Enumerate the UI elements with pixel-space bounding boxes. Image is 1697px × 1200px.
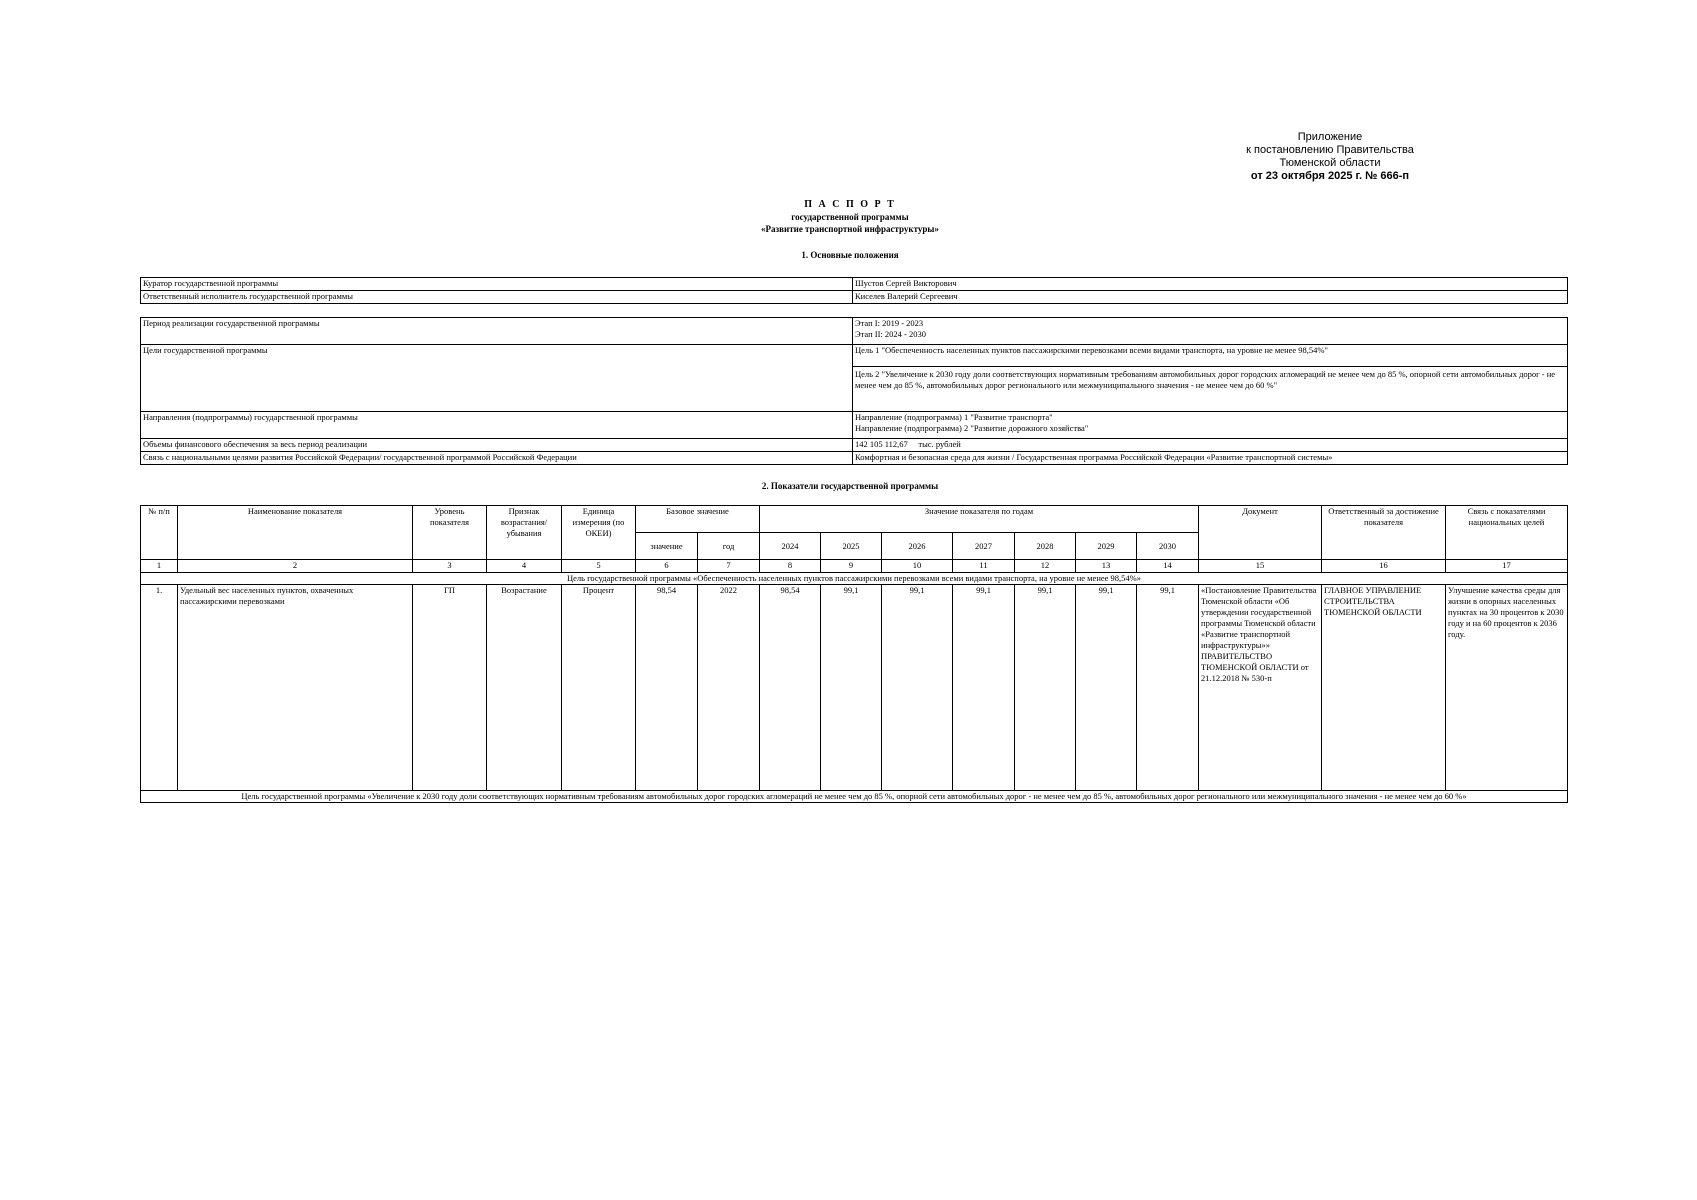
- indicator-unit: Процент: [562, 585, 636, 791]
- section1-title: 1. Основные положения: [801, 250, 899, 260]
- column-number: 7: [698, 560, 760, 573]
- directions-label: Направления (подпрограммы) государственной программы: [141, 412, 853, 439]
- funding-label: Объемы финансового обеспечения за весь период реализации: [141, 439, 853, 452]
- col-header-num: № п/п: [141, 506, 178, 560]
- column-number: 8: [760, 560, 821, 573]
- base-value: 98,54: [636, 585, 698, 791]
- goals-row: [141, 345, 1568, 412]
- program-name: «Развитие транспортной инфраструктуры»: [761, 224, 939, 234]
- column-number: 11: [953, 560, 1015, 573]
- directions-row: [141, 412, 1568, 439]
- goals-label: Цели государственной программы: [141, 345, 853, 412]
- col-header-year: 2027: [953, 533, 1015, 560]
- indicator-name: Удельный вес населенных пунктов, охваченных пассажирскими перевозками: [178, 585, 413, 791]
- col-header-responsible: Ответственный за достижение показателя: [1322, 506, 1446, 560]
- column-number: 6: [636, 560, 698, 573]
- col-header-year: 2029: [1076, 533, 1137, 560]
- goal-2-heading: Цель государственной программы «Увеличение к 2030 году доли соответствующих нормативным требованиям автомобильных дорог городских агломераций не менее чем до 85 %, опорной сети автомобильных дорог - не менее чем до 85 %, автомобильных дорог регионального или межмуниципального значения - не менее чем до 60 %»: [141, 791, 1568, 803]
- executor-value: Киселев Валерий Сергеевич: [853, 291, 1568, 304]
- curator-value: Шустов Сергей Викторович: [853, 278, 1568, 291]
- col-header-year: 2030: [1137, 533, 1199, 560]
- column-number: 4: [487, 560, 562, 573]
- national-link-label: Связь с национальными целями развития Российской Федерации/ государственной программой Российской Федерации: [141, 452, 853, 465]
- period-stage: Этап I: 2019 - 2023: [855, 318, 924, 328]
- year-value: 99,1: [882, 585, 953, 791]
- year-value: 99,1: [1137, 585, 1199, 791]
- funding-row: [141, 439, 1568, 452]
- executor-row: [141, 291, 1568, 304]
- goal-2: Цель 2 "Увеличение к 2030 году доли соответствующих нормативным требованиям автомобильных дорог городских агломераций не менее чем до 85 %, опорной сети автомобильных дорог - не менее чем до 85 %, автомобильных дорог регионального или межмуниципального значения - не менее чем до 60 %": [855, 369, 1556, 390]
- funding-value: 142 105 112,67 тыс. рублей: [853, 439, 1568, 452]
- column-number: 17: [1446, 560, 1568, 573]
- col-header-sign: Признак возрастания/ убывания: [487, 506, 562, 560]
- column-number: 1: [141, 560, 178, 573]
- appendix-line: Приложение: [1297, 131, 1363, 143]
- period-value: [853, 318, 1568, 345]
- goal-1-row: [141, 573, 1568, 585]
- col-header-base: Базовое значение: [636, 506, 760, 533]
- goal-1-heading: Цель государственной программы «Обеспеченность населенных пунктов пассажирскими перевозками всеми видами транспорта, на уровне не менее 98,54%»: [141, 573, 1568, 585]
- program-info-table: [140, 317, 1568, 465]
- column-number: 10: [882, 560, 953, 573]
- col-header-base-value: значение: [636, 533, 698, 560]
- passport-title-block: [600, 198, 1100, 235]
- year-value: 99,1: [821, 585, 882, 791]
- national-link-cell: Улучшение качества среды для жизни в опорных населенных пунктах на 30 процентов к 2030 году и на 60 процентов к 2036 году.: [1446, 585, 1568, 791]
- indicator-level: ГП: [413, 585, 487, 791]
- national-link-row: [141, 452, 1568, 465]
- col-header-by-years: Значение показателя по годам: [760, 506, 1199, 533]
- year-value: 98,54: [760, 585, 821, 791]
- col-header-level: Уровень показателя: [413, 506, 487, 560]
- column-number: 9: [821, 560, 882, 573]
- year-value: 99,1: [1015, 585, 1076, 791]
- curator-row: [141, 278, 1568, 291]
- col-header-year: 2028: [1015, 533, 1076, 560]
- passport-title: П А С П О Р Т: [804, 199, 896, 210]
- column-number: 13: [1076, 560, 1137, 573]
- period-row: [141, 318, 1568, 345]
- appendix-date: от 23 октября 2025 г. № 666-п: [1250, 170, 1410, 182]
- column-numbers-row: [141, 560, 1568, 573]
- col-header-name: Наименование показателя: [178, 506, 413, 560]
- column-number: 5: [562, 560, 636, 573]
- section2-title: 2. Показатели государственной программы: [761, 481, 939, 491]
- base-year: 2022: [698, 585, 760, 791]
- year-value: 99,1: [1076, 585, 1137, 791]
- row-num: 1.: [141, 585, 178, 791]
- direction-item: Направление (подпрограмма) 2 "Развитие дорожного хозяйства": [855, 423, 1089, 433]
- goal-2-row: [141, 791, 1568, 803]
- period-label: Период реализации государственной программы: [141, 318, 853, 345]
- indicators-table: [140, 505, 1568, 803]
- curator-label: Куратор государственной программы: [141, 278, 853, 291]
- col-header-year: 2025: [821, 533, 882, 560]
- column-number: 12: [1015, 560, 1076, 573]
- column-number: 2: [178, 560, 413, 573]
- column-number: 14: [1137, 560, 1199, 573]
- direction-item: Направление (подпрограмма) 1 "Развитие транспорта": [855, 412, 1053, 422]
- directions-value: [853, 412, 1568, 439]
- executor-label: Ответственный исполнитель государственной программы: [141, 291, 853, 304]
- responsible-cell: ГЛАВНОЕ УПРАВЛЕНИЕ СТРОИТЕЛЬСТВА ТЮМЕНСКОЙ ОБЛАСТИ: [1322, 585, 1446, 791]
- goals-value: [853, 345, 1568, 412]
- col-header-unit: Единица измерения (по ОКЕИ): [562, 506, 636, 560]
- col-header-base-year: год: [698, 533, 760, 560]
- column-number: 15: [1199, 560, 1322, 573]
- document-cell: «Постановление Правительства Тюменской области «Об утверждении государственной программы Тюменской области «Развитие транспортной инфраструктуры»» ПРАВИТЕЛЬСТВО ТЮМЕНСКОЙ ОБЛАСТИ от 21.12.2018 № 530-п: [1199, 585, 1322, 791]
- col-header-link: Связь с показателями национальных целей: [1446, 506, 1568, 560]
- national-link-value: Комфортная и безопасная среда для жизни / Государственная программа Российской Федерации «Развитие транспортной системы»: [853, 452, 1568, 465]
- appendix-header: [1140, 131, 1520, 183]
- year-value: 99,1: [953, 585, 1015, 791]
- appendix-line: Тюменской области: [1279, 157, 1381, 169]
- col-header-year: 2024: [760, 533, 821, 560]
- goal-divider: [853, 366, 1567, 367]
- period-stage: Этап II: 2024 - 2030: [855, 329, 926, 339]
- header-row: [141, 506, 1568, 533]
- column-number: 16: [1322, 560, 1446, 573]
- goal-1: Цель 1 "Обеспеченность населенных пунктов пассажирскими перевозками всеми видами транспорта, на уровне не менее 98,54%": [855, 345, 1328, 355]
- indicator-sign: Возрастание: [487, 585, 562, 791]
- curator-table: [140, 277, 1568, 304]
- col-header-year: 2026: [882, 533, 953, 560]
- passport-subtitle: государственной программы: [791, 212, 909, 222]
- table-row: [141, 585, 1568, 791]
- col-header-document: Документ: [1199, 506, 1322, 560]
- appendix-line: к постановлению Правительства: [1246, 144, 1414, 156]
- column-number: 3: [413, 560, 487, 573]
